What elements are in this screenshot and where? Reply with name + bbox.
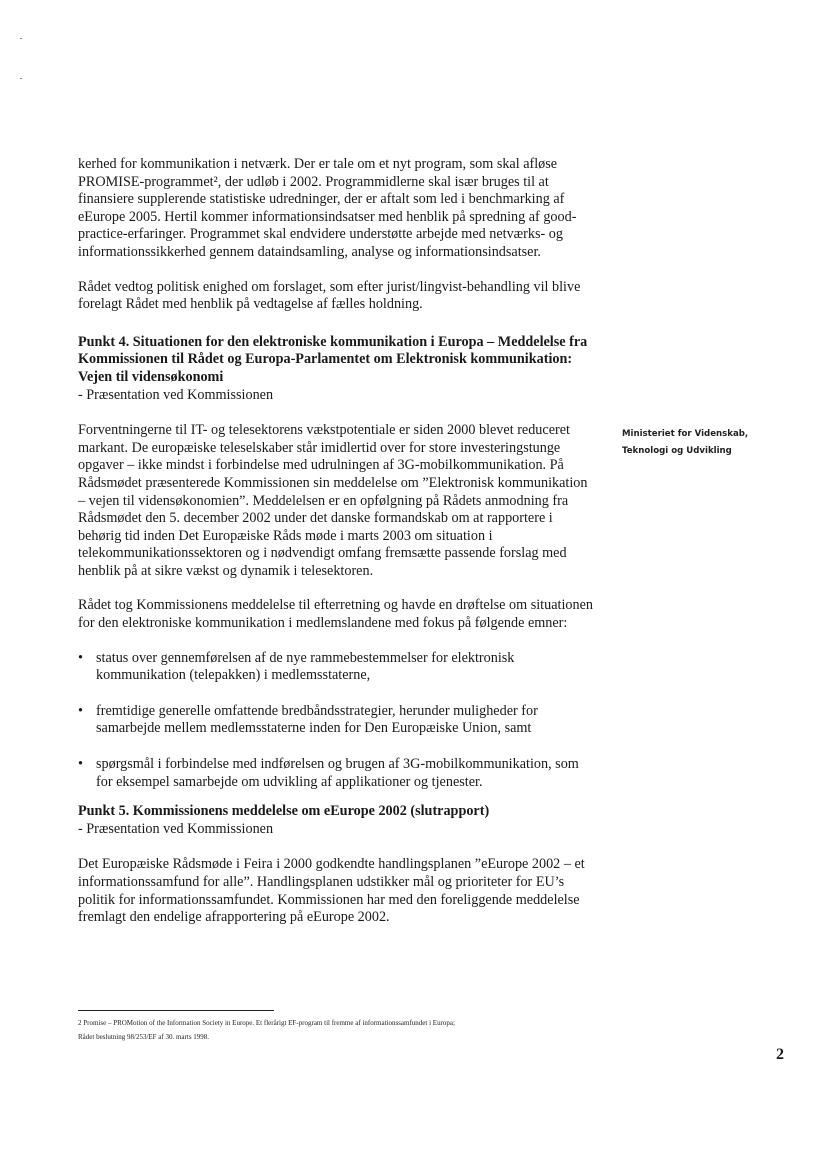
paragraph-expectations: Forventningerne til IT- og telesektorens vækstpotentiale er siden 2000 blevet reduceret markant. De europæiske teleselskaber står imidlertid over for store investeringstunge opgaver – ikke mindst i forbindelse med udrulningen af 3G-mobilkommunikation. På Rådsmødet præsenterede Kommissionen sin meddelelse om ”Elektronisk kommunikation – vejen til vidensøkonomien”. Meddelelsen er en opfølgning på Rådets anmodning fra Rådsmødet den 5. december 2002 under det danske formandskab om at rapportere i behørig tid inden Det Europæiske Råds møde i marts 2003 om situation i telekommunikationssektoren og i nødvendigt omfang fremsætte passende forslag med henblik på at sikre vækst og dynamik i telesektoren.	[78, 422, 588, 579]
subheading-punkt-4: - Præsentation ved Kommissionen	[78, 386, 274, 403]
list-item-text: status over gennemførelsen af de nye rammebestemmelser for elektronisk kommunikation (telepakken) i medlemsstaterne,	[96, 649, 515, 684]
bullet-icon: •	[78, 702, 83, 719]
scan-speck	[20, 38, 22, 39]
footnote-divider	[78, 1010, 274, 1011]
list-item	[78, 756, 598, 791]
bullet-icon: •	[78, 756, 83, 773]
page-number: 2	[776, 1046, 784, 1063]
list-item	[78, 703, 598, 738]
heading-punkt-4: Punkt 4. Situationen for den elektroniske kommunikation i Europa – Meddelelse fra Kommissionen til Rådet og Europa-Parlamentet om Elektronisk kommunikation: Vejen til vidensøkonomi	[78, 333, 588, 385]
footnote	[78, 1016, 638, 1044]
topic-list	[78, 650, 598, 792]
paragraph-eeurope: Det Europæiske Rådsmøde i Feira i 2000 godkendte handlingsplanen ”eEurope 2002 – et informationssamfund for alle”. Handlingsplanen udstikker mål og prioriteter for EU’s politik for informationssamfundet. Kommissionen har med den foreliggende meddelelse fremlagt den endelige afrapportering på eEurope 2002.	[78, 856, 585, 926]
bullet-icon: •	[78, 649, 83, 666]
paragraph-program: kerhed for kommunikation i netværk. Der er tale om et nyt program, som skal afløse PROMISE-programmet², der udløb i 2002. Programmidlerne skal især bruges til at finansiere supplerende statistiske udredninger, der er aftalt som led i benchmarking af eEurope 2005. Hertil kommer informationsindsatser med henblik på spredning af good-practice-erfaringer. Programmet skal endvidere understøtte arbejde med netværks- og informationssikkerhed gennem dataindsamling, analyse og informationsindsatser.	[78, 156, 577, 260]
heading-punkt-5: Punkt 5. Kommissionens meddelelse om eEurope 2002 (slutrapport)	[78, 803, 490, 820]
footnote-line-2: Rådet beslutning 98/253/EF af 30. marts 1998.	[78, 1033, 210, 1041]
paragraph-political-agreement: Rådet vedtog politisk enighed om forslaget, som efter jurist/lingvist-behandling vil blive forelagt Rådet med henblik på vedtagelse af fælles holdning.	[78, 278, 581, 313]
list-item-text: spørgsmål i forbindelse med indførelsen og brugen af 3G-mobilkommunikation, som for eksempel samarbejde om udvikling af applikationer og tjenester.	[96, 756, 579, 790]
ministry-name-line-1: Ministeriet for Videnskab,	[622, 429, 749, 439]
subheading-punkt-5: - Præsentation ved Kommissionen	[78, 820, 274, 837]
footnote-line-1: 2 Promise – PROMotion of the Information Society in Europe. Et flerårigt EF-program til fremme af informationssamfundet i Europa;	[78, 1019, 455, 1027]
main-text	[78, 156, 598, 927]
ministry-sidebar	[622, 426, 792, 460]
scan-speck	[20, 78, 22, 79]
paragraph-council-discussion: Rådet tog Kommissionens meddelelse til efterretning og havde en drøftelse om situationen for den elektroniske kommunikation i medlemslandene med fokus på følgende emner:	[78, 597, 593, 632]
list-item	[78, 650, 598, 685]
ministry-name-line-2: Teknologi og Udvikling	[622, 446, 732, 456]
list-item-text: fremtidige generelle omfattende bredbåndsstrategier, herunder muligheder for samarbejde mellem medlemsstaterne inden for Den Europæiske Union, samt	[96, 702, 538, 737]
